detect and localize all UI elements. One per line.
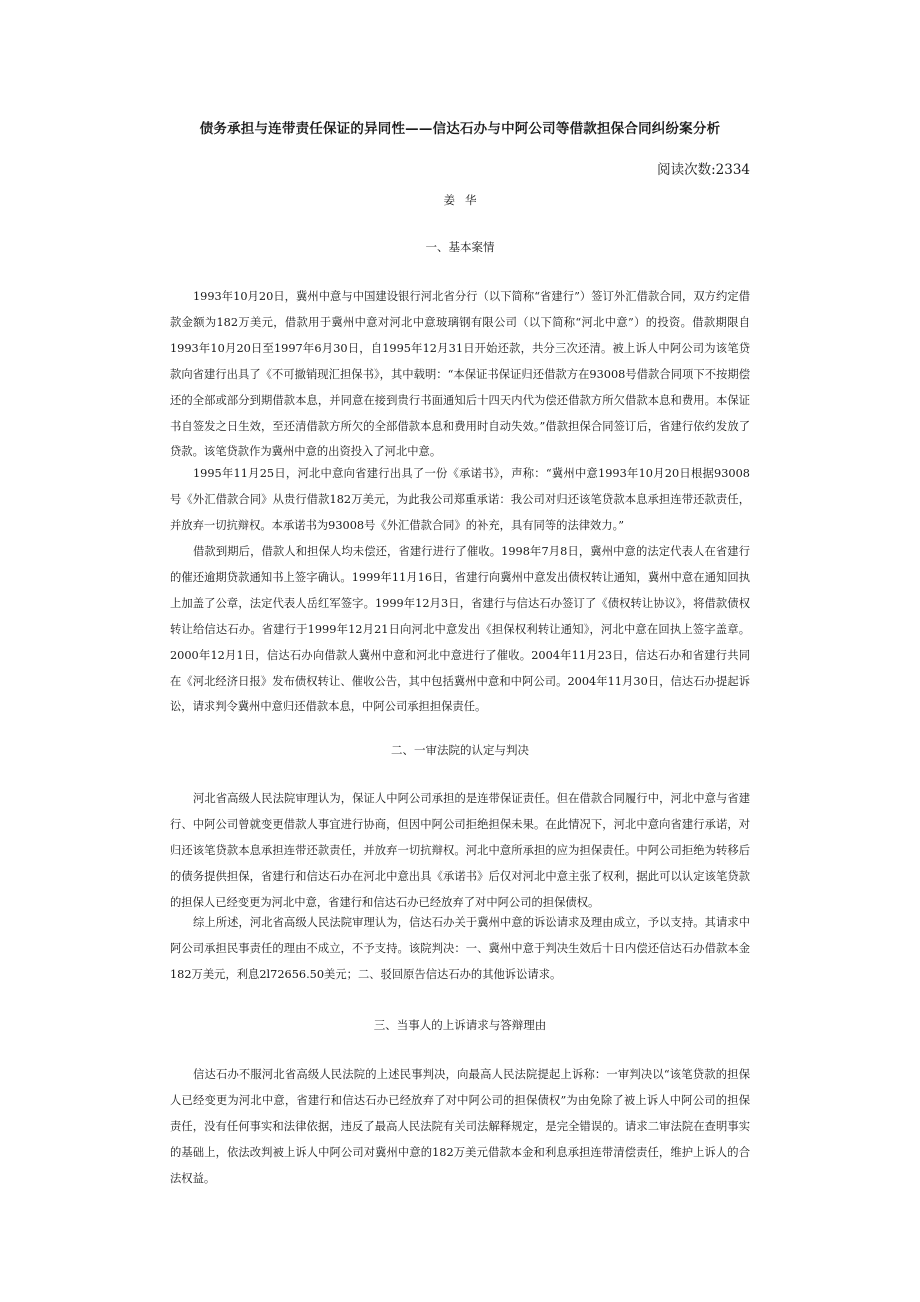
paragraph: 综上所述，河北省高级人民法院审理认为，信达石办关于冀州中意的诉讼请求及理由成立，予以支持。其请求中阿公司承担民事责任的理由不成立，不予支持。该院判决：一、冀州中意于判决生效后十日内偿还信达石办借款本金182万美元，利息2l72656.50美元；二、驳回原告信达石办的其他诉讼请求。 xyxy=(170,916,750,981)
author-name: 姜华 xyxy=(443,193,487,207)
paragraph: 1993年10月20日，冀州中意与中国建设银行河北省分行（以下简称“省建行”）签订外汇借款合同，双方约定借款金额为182万美元，借款用于冀州中意对河北中意玻璃钢有限公司（以下简称“河北中意”）的投资。借款期限自1993年10月20日至1997年6月30日，自1995年12月31日开始还款，共分三次还清。被上诉人中阿公司为该笔贷款向省建行出具了《不可撤销现汇担保书》，其中载明：“本保证书保证归还借款方在93008号借款合同项下不按期偿还的全部或部分到期借款本息，并同意在接到贵行书面通知后十四天内代为偿还借款方所欠借款本息和费用。本保证书自签发之日生效，至还清借款方所欠的全部借款本息和费用时自动失效。”借款担保合同签订后，省建行依约发放了贷款。该笔贷款作为冀州中意的出资投入了河北中意。 xyxy=(170,290,750,459)
read-count: 阅读次数:2334 xyxy=(657,162,750,178)
section-heading-first-instance: 二、一审法院的认定与判决 xyxy=(391,743,529,757)
section-heading-appeal: 三、当事人的上诉请求与答辩理由 xyxy=(373,1018,547,1032)
paragraph: 借款到期后，借款人和担保人均未偿还，省建行进行了催收。1998年7月8日，冀州中意的法定代表人在省建行的催还逾期贷款通知书上签字确认。1999年11月16日，省建行向冀州中意发出债权转让通知，冀州中意在通知回执上加盖了公章，法定代表人岳红军签字。1999年12月3日，省建行与信达石办签订了《债权转让协议》，将借款债权转让给信达石办。省建行于1999年12月21日向河北中意发出《担保权利转让通知》，河北中意在回执上签字盖章。2000年12月1日，信达石办向借款人冀州中意和河北中意进行了催收。2004年11月23日，信达石办和省建行共同在《河北经济日报》发布债权转让、催收公告，其中包括冀州中意和中阿公司。2004年11月30日，信达石办提起诉讼，请求判令冀州中意归还借款本息，中阿公司承担担保责任。 xyxy=(170,545,750,714)
document-title: 债务承担与连带责任保证的异同性——信达石办与中阿公司等借款担保合同纠纷案分析 xyxy=(199,121,721,137)
paragraph: 河北省高级人民法院审理认为，保证人中阿公司承担的是连带保证责任。但在借款合同履行中，河北中意与省建行、中阿公司曾就变更借款人事宜进行协商，但因中阿公司拒绝担保未果。在此情况下，河北中意向省建行承诺，对归还该笔贷款本息承担连带还款责任，并放弃一切抗辩权。河北中意所承担的应为担保责任。中阿公司拒绝为转移后的债务提供担保，省建行和信达石办在河北中意出具《承诺书》后仅对河北中意主张了权利，据此可以认定该笔贷款的担保人已经变更为河北中意，省建行和信达石办已经放弃了对中阿公司的担保债权。 xyxy=(170,792,750,909)
paragraph: 1995年11月25日，河北中意向省建行出具了一份《承诺书》，声称：“冀州中意1993年10月20日根据93008号《外汇借款合同》从贵行借款182万美元，为此我公司郑重承诺：我公司对归还该笔贷款本息承担连带还款责任，并放弃一切抗辩权。本承诺书为93008号《外汇借款合同》的补充，具有同等的法律效力。” xyxy=(170,467,750,532)
section-heading-basic-facts: 一、基本案情 xyxy=(425,240,495,254)
paragraph: 信达石办不服河北省高级人民法院的上述民事判决，向最高人民法院提起上诉称：一审判决以“该笔贷款的担保人已经变更为河北中意，省建行和信达石办已经放弃了对中阿公司的担保债权”为由免除了被上诉人中阿公司的担保责任，没有任何事实和法律依据，违反了最高人民法院有关司法解释规定，是完全错误的。请求二审法院在查明事实的基础上，依法改判被上诉人中阿公司对冀州中意的182万美元借款本金和利息承担连带清偿责任，维护上诉人的合法权益。 xyxy=(170,1068,750,1185)
